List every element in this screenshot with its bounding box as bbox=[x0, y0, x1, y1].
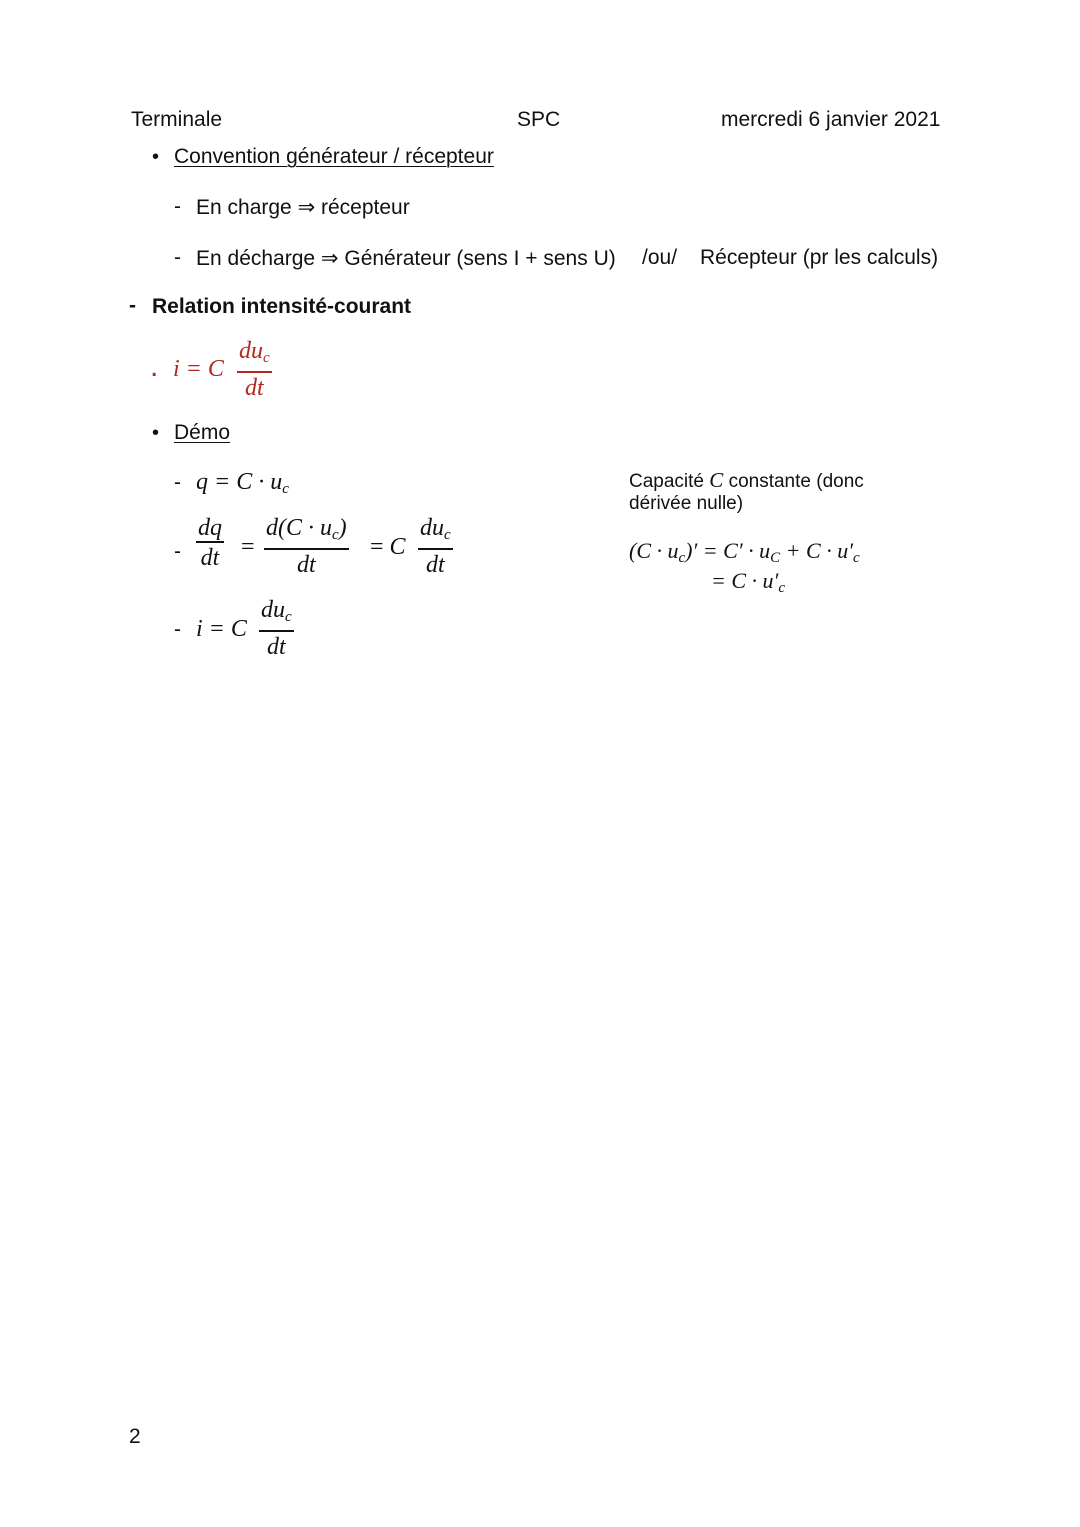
fraction-duc-dt: $du_c$ dt bbox=[420, 515, 451, 578]
demo-step-3-lhs: i = C bbox=[196, 616, 247, 642]
fraction-duc-dt: $du_c$ dt bbox=[261, 597, 292, 660]
relation-title: Relation intensité-courant bbox=[152, 295, 412, 318]
formula-fraction: $du_c$ dt bbox=[239, 338, 270, 401]
side-note bbox=[629, 469, 864, 515]
product-rule-line2: = $C \cdot u'_c$ bbox=[711, 568, 786, 596]
bullet-icon: • bbox=[152, 146, 160, 168]
side-note-line2: dérivée nulle) bbox=[629, 493, 744, 514]
equals-sign: = bbox=[241, 534, 255, 560]
decharge-separator: /ou/ bbox=[642, 246, 678, 269]
demo-title: Démo bbox=[174, 421, 231, 444]
dash-icon: - bbox=[174, 471, 181, 494]
page-number: 2 bbox=[129, 1425, 141, 1448]
charge-line: En charge ⇒ récepteur bbox=[196, 196, 410, 219]
side-note-line1-b: constante (donc bbox=[723, 471, 864, 492]
header-date: mercredi 6 janvier 2021 bbox=[721, 108, 941, 131]
decharge-alt: Récepteur (pr les calculs) bbox=[700, 246, 939, 269]
bullet-icon: . bbox=[150, 350, 159, 383]
header-subject: SPC bbox=[517, 108, 561, 131]
bullet-icon: • bbox=[152, 422, 160, 444]
side-note-line1-a: Capacité bbox=[629, 471, 710, 492]
header-class: Terminale bbox=[131, 108, 223, 131]
product-rule-line1: $(C \cdot u_c)' = C' \cdot u_C + C \cdot u'_c$ bbox=[629, 538, 860, 566]
equals-C: = C bbox=[370, 534, 406, 560]
decharge-line: En décharge ⇒ Générateur (sens I + sens U) bbox=[196, 247, 616, 270]
dash-icon: - bbox=[174, 246, 181, 269]
dash-icon: - bbox=[129, 294, 136, 317]
dash-icon: - bbox=[174, 618, 181, 641]
dash-icon: - bbox=[174, 540, 181, 563]
dash-icon: - bbox=[174, 195, 181, 218]
fraction-dCu-dt: $d(C \cdot u_c)$ dt bbox=[266, 515, 347, 578]
side-note-variable: C bbox=[709, 468, 724, 492]
demo-step-1: $q = C \cdot u_c$ bbox=[196, 469, 289, 497]
convention-title: Convention générateur / récepteur bbox=[174, 145, 494, 168]
fraction-dq-dt: dq dt bbox=[198, 515, 222, 571]
formula-lhs: i = C bbox=[173, 356, 224, 382]
